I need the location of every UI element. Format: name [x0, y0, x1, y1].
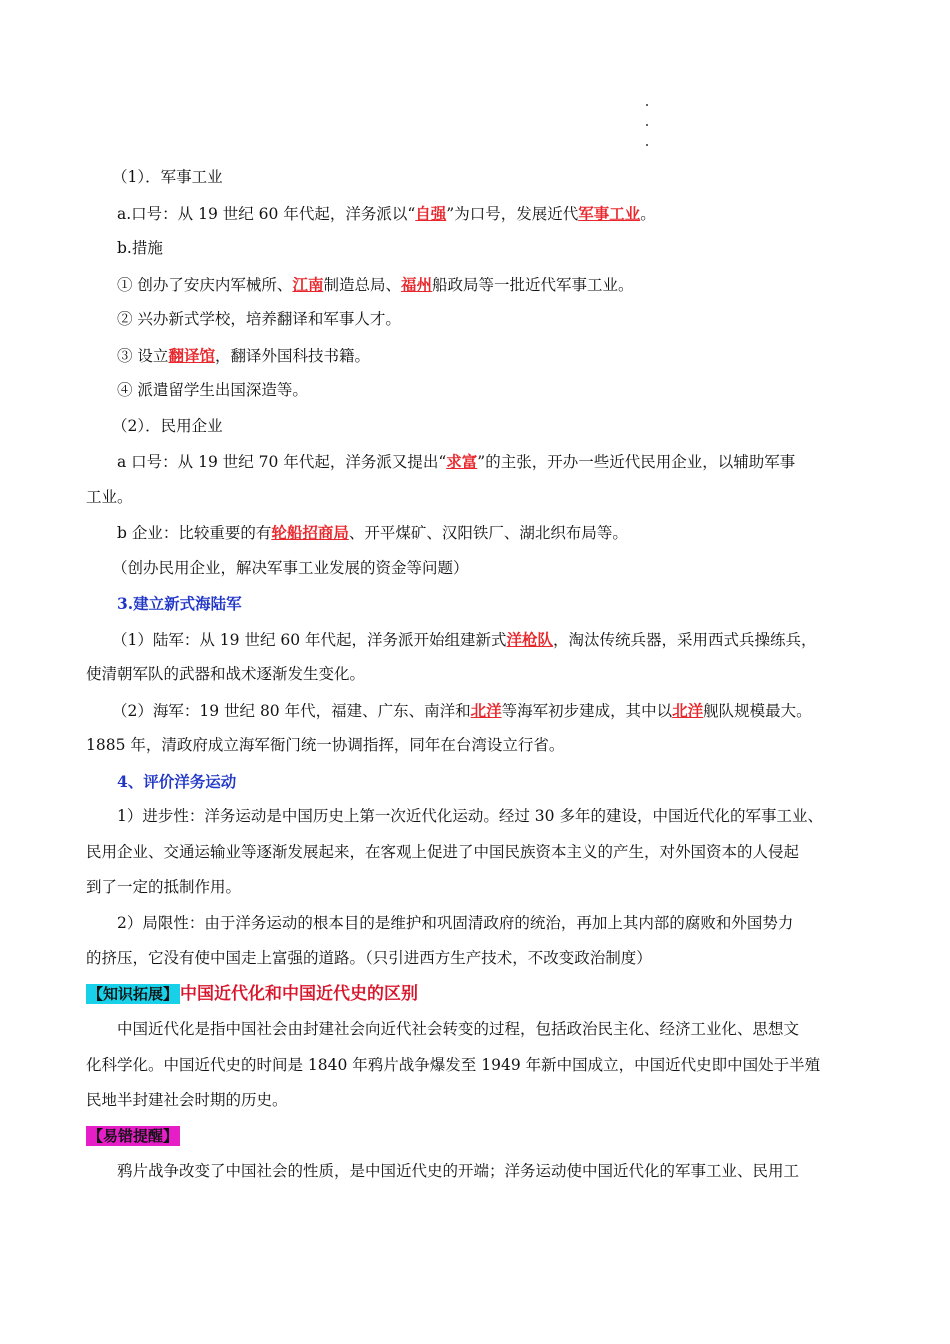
civil-enterprise-heading: （2）．民用企业 — [112, 416, 223, 435]
keyword-ziqiang: 自强 — [415, 203, 447, 223]
army-paragraph-cont: 使清朝军队的武器和战术逐渐发生变化。 — [86, 665, 366, 683]
military-slogan: a.口号：从 19 世纪 60 年代起，洋务派以“自强”为口号，发展近代军事工业。 — [117, 203, 656, 223]
keyword-fuzhou: 福州 — [400, 274, 432, 294]
tip-line-1: 鸦片战争改变了中国社会的性质，是中国近代史的开端；洋务运动使中国近代化的军事工业、民用工 — [117, 1162, 800, 1180]
extension-tag: 【知识拓展】 — [88, 984, 179, 1003]
civil-slogan: a 口号：从 19 世纪 70 年代起，洋务派又提出“求富”的主张，开办一些近代民用企业，以辅助军事 — [117, 452, 796, 471]
extension-heading — [86, 977, 866, 1013]
limitation-line-1: 2）局限性：由于洋务运动的根本目的是维护和巩固清政府的统治，再加上其内部的腐败和外国势力 — [117, 913, 794, 932]
progress-line-3: 到了一定的抵制作用。 — [86, 878, 242, 896]
keyword-steamship-company: 轮船招商局 — [271, 523, 349, 542]
extension-line-2: 化科学化。中国近代史的时间是 1840 年鸦片战争爆发至 1949 年新中国成立，中国近代史即中国处于半殖 — [86, 1055, 821, 1074]
section-3-heading: 3.建立新式海陆军 — [117, 594, 242, 613]
measure-4: ④ 派遣留学生出国深造等。 — [117, 381, 308, 399]
navy-paragraph-cont: 1885 年，清政府成立海军衙门统一协调指挥，同年在台湾设立行省。 — [86, 736, 565, 754]
progress-line-1: 1）进步性：洋务运动是中国历史上第一次近代化运动。经过 30 多年的建设，中国近代化的军事工业、 — [117, 807, 823, 825]
extension-line-1: 中国近代化是指中国社会由封建社会向近代社会转变的过程，包括政治民主化、经济工业化、思想文 — [117, 1020, 800, 1038]
document-body — [86, 160, 866, 1190]
civil-enterprises: b 企业：比较重要的有轮船招商局、开平煤矿、汉阳铁厂、湖北织布局等。 — [117, 523, 628, 542]
military-industry-heading: （1）．军事工业 — [112, 168, 223, 186]
measures-label: b.措施 — [117, 239, 163, 257]
tip-tag: 【易错提醒】 — [88, 1126, 179, 1145]
keyword-beiyang-2: 北洋 — [672, 700, 704, 720]
progress-line-2: 民用企业、交通运输业等逐渐发展起来，在客观上促进了中国民族资本主义的产生，对外国资本的人侵起 — [86, 842, 800, 861]
civil-slogan-cont: 工业。 — [86, 487, 133, 506]
limitation-line-2: 的挤压，它没有使中国走上富强的道路。（只引进西方生产技术，不改变政治制度） — [86, 949, 652, 967]
keyword-jiangnan: 江南 — [292, 274, 324, 294]
measure-2: ② 兴办新式学校，培养翻译和军事人才。 — [117, 310, 401, 328]
civil-note: （创办民用企业，解决军事工业发展的资金等问题） — [112, 558, 469, 577]
extension-title: 中国近代化和中国近代史的区别 — [180, 983, 419, 1004]
keyword-yangqiangdui: 洋枪队 — [506, 629, 554, 649]
keyword-military-industry: 军事工业 — [578, 203, 641, 223]
keyword-qiufu: 求富 — [446, 452, 478, 471]
section-4-heading: 4、评价洋务运动 — [117, 771, 237, 791]
navy-paragraph: （2）海军：19 世纪 80 年代，福建、广东、南洋和北洋等海军初步建成，其中以北洋舰队规模最大。 — [112, 700, 812, 720]
army-paragraph: （1）陆军：从 19 世纪 60 年代起，洋务派开始组建新式洋枪队，淘汰传统兵器，采用西式兵操练兵， — [112, 629, 817, 649]
tip-heading — [86, 1119, 866, 1155]
keyword-beiyang-1: 北洋 — [470, 700, 502, 720]
measure-3: ③ 设立翻译馆，翻译外国科技书籍。 — [117, 345, 370, 365]
keyword-fanyiguan: 翻译馆 — [168, 345, 215, 365]
measure-1: ① 创办了安庆内军械所、江南制造总局、福州船政局等一批近代军事工业。 — [117, 274, 634, 294]
header-dots — [646, 104, 650, 164]
extension-line-3: 民地半封建社会时期的历史。 — [86, 1091, 288, 1109]
